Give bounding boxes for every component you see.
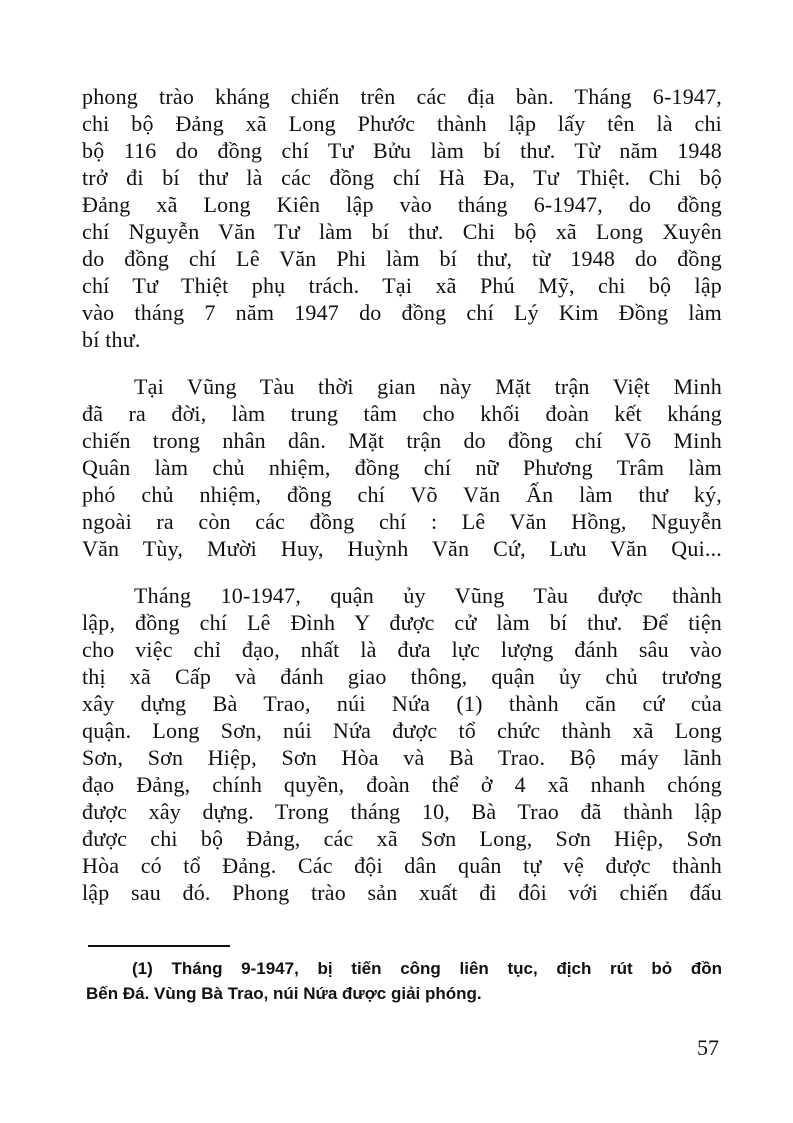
paragraph-3-line: lập, đồng chí Lê Đình Y được cử làm bí thư. Để tiện [82,610,722,635]
paragraph-1-line: chí Nguyễn Văn Tư làm bí thư. Chi bộ xã Long Xuyên [82,219,722,244]
paragraph-2-line: chiến trong nhân dân. Mặt trận do đồng chí Võ Minh [82,428,722,453]
paragraph-3-line: được xây dựng. Trong tháng 10, Bà Trao đã thành lập [82,799,722,824]
paragraph-1-line: do đồng chí Lê Văn Phi làm bí thư, từ 1948 do đồng [82,246,722,271]
paragraph-3-line: thị xã Cấp và đánh giao thông, quận ủy chủ trương [82,664,722,689]
paragraph-3-line: quận. Long Sơn, núi Nứa được tổ chức thành xã Long [82,718,722,743]
paragraph-2-line: Quân làm chủ nhiệm, đồng chí nữ Phương Trâm làm [82,455,722,480]
paragraph-2-line: Tại Vũng Tàu thời gian này Mặt trận Việt Minh [134,374,722,399]
footnote-line: Bến Đá. Vùng Bà Trao, núi Nứa được giải phóng. [86,984,482,1003]
footnote-separator [88,945,230,947]
paragraph-1-line: trở đi bí thư là các đồng chí Hà Đa, Tư Thiệt. Chi bộ [82,165,722,190]
paragraph-3-line: cho việc chỉ đạo, nhất là đưa lực lượng đánh sâu vào [82,637,722,662]
paragraph-3-line: Hòa có tổ Đảng. Các đội dân quân tự vệ được thành [82,853,722,878]
paragraph-2-line: phó chủ nhiệm, đồng chí Võ Văn Ấn làm thư ký, [82,482,722,507]
paragraph-1-line: bộ 116 do đồng chí Tư Bửu làm bí thư. Từ năm 1948 [82,138,722,163]
paragraph-2-line: ngoài ra còn các đồng chí : Lê Văn Hồng, Nguyễn [82,509,722,534]
paragraph-2-line: đã ra đời, làm trung tâm cho khối đoàn kết kháng [82,401,722,426]
paragraph-3-line: lập sau đó. Phong trào sản xuất đi đôi với chiến đấu [82,880,722,905]
paragraph-1-line: bí thư. [82,327,141,352]
paragraph-1-line: Đảng xã Long Kiên lập vào tháng 6-1947, do đồng [82,192,722,217]
paragraph-3-line: được chi bộ Đảng, các xã Sơn Long, Sơn Hiệp, Sơn [82,826,722,851]
footnote-line: (1) Tháng 9-1947, bị tiến công liên tục, địch rút bỏ đồn [132,959,722,978]
paragraph-3-line: Sơn, Sơn Hiệp, Sơn Hòa và Bà Trao. Bộ máy lãnh [82,745,722,770]
paragraph-1-line: chí Tư Thiệt phụ trách. Tại xã Phú Mỹ, chi bộ lập [82,273,722,298]
paragraph-3-line: Tháng 10-1947, quận ủy Vũng Tàu được thành [134,583,722,608]
paragraph-1-line: chi bộ Đảng xã Long Phước thành lập lấy tên là chi [82,111,722,136]
paragraph-1-line: phong trào kháng chiến trên các địa bàn. Tháng 6-1947, [82,84,722,109]
paragraph-2-line: Văn Tùy, Mười Huy, Huỳnh Văn Cứ, Lưu Văn Qui... [82,536,722,561]
paragraph-1-line: vào tháng 7 năm 1947 do đồng chí Lý Kim Đồng làm [82,300,722,325]
paragraph-3-line: xây dựng Bà Trao, núi Nứa (1) thành căn cứ của [82,691,722,716]
page-number: 57 [697,1035,719,1060]
paragraph-3-line: đạo Đảng, chính quyền, đoàn thể ở 4 xã nhanh chóng [82,772,722,797]
